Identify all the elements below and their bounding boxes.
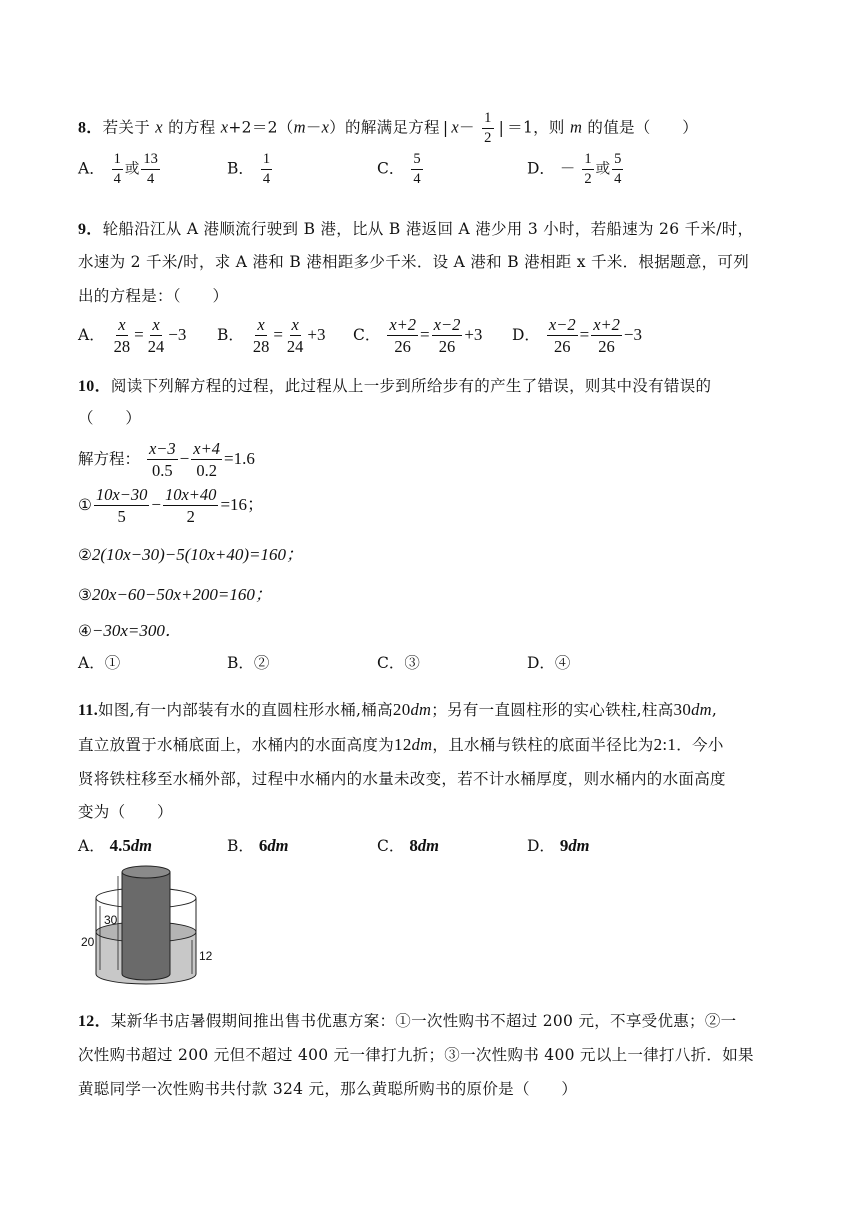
question-12-line-2: 次性购书超过 200 元但不超过 400 元一律打九折；③一次性购书 400 元以上一律打八折．如果 [78,1046,754,1064]
question-10-line-2: （ ） [78,409,142,427]
question-12-line-3: 黄聪同学一次性购书共付款 324 元，那么黄聪所购书的原价是（ ） [78,1080,578,1098]
label-20: 20 [81,935,95,949]
question-11-line-4: 变为（ ） [78,803,173,821]
q8-option-d[interactable]: D． － $\frac{1}{2}$ 或 $\frac{5}{4}$ [527,151,622,188]
q10-step-1: ① $\frac{10x-30}{5}$ − $\frac{10x+40}{2}$ =16； [78,485,265,527]
question-number: 12． [78,1013,111,1030]
question-9-line-2: 水速为 2 千米/时，求 A 港和 B 港相距多少千米．设 A 港和 B 港相距 x 千米．根据题意，可列 [78,253,750,271]
q9-option-d[interactable]: D． $\frac{x-2}{26}$ = $\frac{x+2}{26}$ −3 [512,315,642,357]
q10-step-3: ③20x−60−50x+200=160； [78,585,272,604]
q10-equation: 解方程： $\frac{x-3}{0.5}$ − $\frac{x+4}{0.2}$ =1.6 [78,439,255,481]
question-number: 8． [78,119,103,137]
q10-step-4: ④−30x=300． [78,621,182,640]
q11-option-a[interactable]: A． 4.5dm [78,836,152,855]
question-number: 10． [78,378,111,395]
q8-option-c[interactable]: C． $\frac{5}{4}$ [377,151,421,188]
question-9-line-3: 出的方程是：（ ） [78,287,229,305]
question-number: 9． [78,221,103,238]
pillar-top [122,866,170,878]
q10-option-b[interactable]: B．② [227,654,270,672]
q10-step-2: ②2(10x−30)−5(10x+40)=160； [78,545,304,564]
q10-option-a[interactable]: A．① [78,654,121,672]
q11-option-d[interactable]: D． 9dm [527,836,590,855]
question-9-line-1: 9．轮船沿江从 A 港顺流行驶到 B 港，比从 B 港返回 A 港少用 3 小时，若船速为 26 千米/时， [78,220,754,238]
q10-option-d[interactable]: D．④ [527,654,571,672]
q9-option-c[interactable]: C． $\frac{x+2}{26}$ = $\frac{x-2}{26}$ +3 [353,315,483,357]
q11-option-b[interactable]: B． 6dm [227,836,289,855]
q8-option-a[interactable]: A． $\frac{1}{4}$ 或 $\frac{13}{4}$ [78,151,158,188]
label-12: 12 [199,949,213,963]
q11-option-c[interactable]: C． 8dm [377,836,439,855]
bucket-pillar-figure [78,862,218,992]
question-10-line-1: 10．阅读下列解方程的过程，此过程从上一步到所给步有的产生了错误，则其中没有错误的 [78,377,712,395]
question-11-line-1: 11.如图,有一内部装有水的直圆柱形水桶,桶高20dm；另有一直圆柱形的实心铁柱,柱高30dm, [78,700,718,719]
question-12-line-1: 12．某新华书店暑假期间推出售书优惠方案：①一次性购书不超过 200 元，不享受优惠；②一 [78,1012,737,1030]
fraction-one-half: $\frac{1}{2}$ [484,110,492,147]
question-8-stem: 8．若关于 x 的方程 x+2＝2（m－x）的解满足方程 | x－ $\frac{1}{2}$ | ＝1，则 m 的值是（ ） [78,110,699,147]
label-30: 30 [104,913,118,927]
q9-option-a[interactable]: A． $\frac{x}{28}$ = $\frac{x}{24}$ −3 [78,315,187,357]
question-11-line-3: 贤将铁柱移至水桶外部，过程中水桶内的水量未改变，若不计水桶厚度，则水桶内的水面高度 [78,770,726,788]
q10-option-c[interactable]: C．③ [377,654,420,672]
q9-option-b[interactable]: B． $\frac{x}{28}$ = $\frac{x}{24}$ +3 [217,315,326,357]
question-11-line-2: 直立放置于水桶底面上，水桶内的水面高度为12dm，且水桶与铁柱的底面半径比为2:1．今小 [78,735,724,754]
q8-option-b[interactable]: B． $\frac{1}{4}$ [227,151,271,188]
question-number: 11. [78,702,99,719]
iron-pillar [122,872,170,980]
